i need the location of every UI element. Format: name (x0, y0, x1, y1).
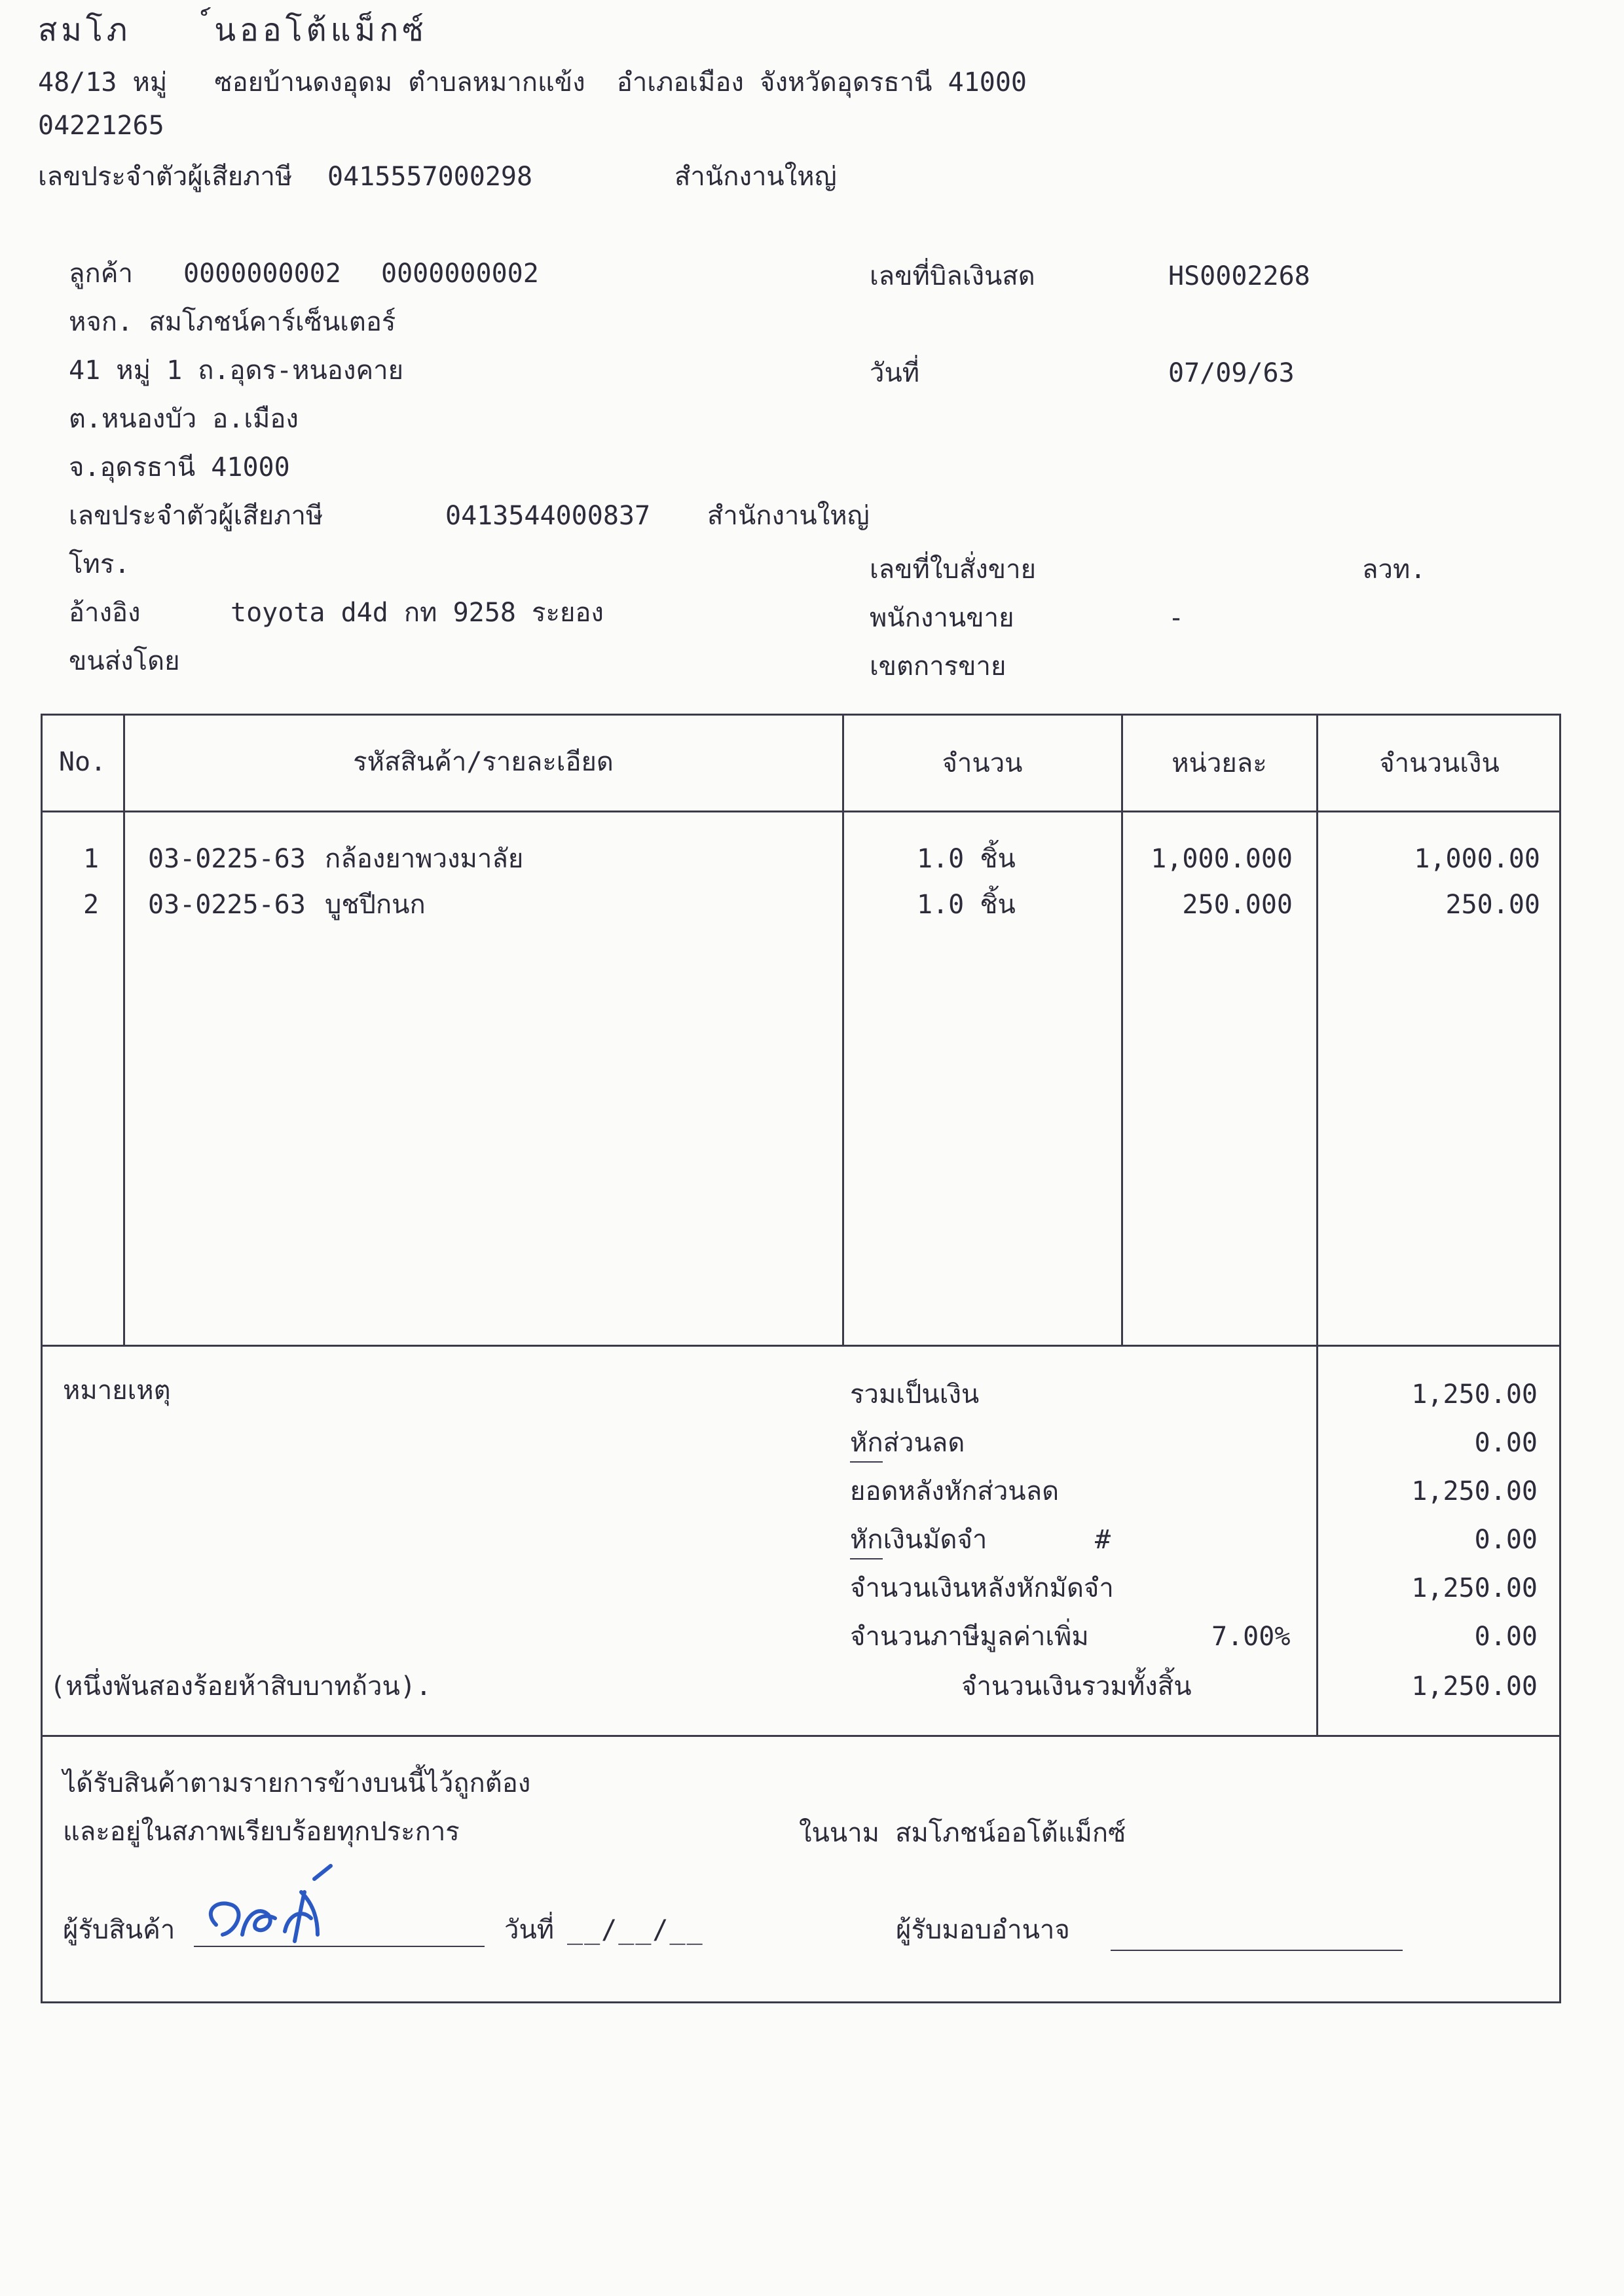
total-label-vat: จำนวนภาษีมูลค่าเพิ่ม (850, 1622, 1089, 1652)
company-tax-id: 0415557000298 (327, 162, 533, 192)
receiver-signature (196, 1853, 367, 1951)
customer-address-2: ต.หนองบัว อ.เมือง (69, 404, 299, 434)
receive-date-blank: __/__/__ (567, 1915, 704, 1945)
company-name: สมโภ ์นออโต้แม็กซ์ (38, 12, 428, 48)
customer-label: ลูกค้า (69, 259, 133, 289)
company-tax-label: เลขประจำตัวผู้เสียภาษี (38, 162, 293, 192)
discount-underline (850, 1461, 883, 1463)
receive-date-label: วันที่ (504, 1915, 555, 1945)
total-value-vat: 0.00 (1474, 1622, 1538, 1652)
row-2-qty: 1.0 ชิ้น (917, 890, 1016, 920)
authorized-signature-line (1111, 1950, 1403, 1951)
column-divider-desc (842, 714, 844, 1345)
total-label-after-discount: ยอดหลังหักส่วนลด (850, 1476, 1060, 1506)
authorized-label: ผู้รับมอบอำนาจ (896, 1915, 1070, 1945)
on-behalf-of: ในนาม สมโภชน์ออโต้แม็กซ์ (799, 1818, 1126, 1848)
column-divider-qty (1121, 714, 1123, 1345)
vat-rate: 7.00% (1211, 1622, 1291, 1652)
table-body-divider (41, 1345, 1561, 1347)
salesperson-value: - (1168, 603, 1185, 633)
total-label-subtotal: รวมเป็นเงิน (850, 1379, 980, 1410)
header-no: No. (58, 747, 107, 777)
total-value-subtotal: 1,250.00 (1411, 1379, 1538, 1410)
row-1-amount: 1,000.00 (1414, 844, 1540, 874)
company-branch: สำนักงานใหญ่ (674, 162, 837, 192)
total-value-after-deposit: 1,250.00 (1411, 1573, 1538, 1603)
total-value-after-discount: 1,250.00 (1411, 1476, 1538, 1506)
customer-name: หจก. สมโภชน์คาร์เซ็นเตอร์ (69, 307, 396, 337)
totals-divider (41, 1735, 1561, 1737)
row-2-amount: 250.00 (1445, 890, 1540, 920)
row-2-no: 2 (83, 890, 100, 920)
ship-by-label: ขนส่งโดย (69, 646, 180, 676)
remark-label: หมายเหตุ (63, 1376, 171, 1406)
header-unit-price: หน่วยละ (1172, 748, 1267, 778)
receipt-statement-1: ได้รับสินค้าตามรายการข้างบนนี้ไว้ถูกต้อง (63, 1768, 531, 1798)
header-description: รหัสสินค้า/รายละเอียด (353, 747, 614, 777)
total-label-discount: หักส่วนลด (850, 1428, 965, 1458)
grand-total-value: 1,250.00 (1411, 1671, 1538, 1702)
row-1-name: กล้องยาพวงมาลัย (325, 844, 524, 874)
company-phone: 04221265 (38, 111, 164, 141)
column-divider-no (123, 714, 125, 1345)
customer-tax-id: 0413544000837 (445, 501, 651, 531)
sales-order-value: ลวท. (1362, 555, 1426, 585)
reference-value: toyota d4d กท 9258 ระยอง (231, 598, 604, 628)
customer-branch: สำนักงานใหญ่ (707, 501, 870, 531)
row-2-code: 03-0225-63 (148, 890, 306, 920)
deposit-underline (850, 1558, 883, 1559)
total-value-discount: 0.00 (1474, 1428, 1538, 1458)
customer-code-1: 0000000002 (183, 259, 341, 289)
customer-address-3: จ.อุดรธานี 41000 (69, 452, 290, 483)
row-1-no: 1 (83, 844, 100, 874)
row-1-unit-price: 1,000.000 (1151, 844, 1293, 874)
sales-order-label: เลขที่ใบสั่งขาย (870, 555, 1037, 585)
customer-address-1: 41 หมู่ 1 ถ.อุดร-หนองคาย (69, 355, 404, 386)
customer-phone-label: โทร. (69, 549, 130, 579)
header-amount: จำนวนเงิน (1379, 748, 1500, 778)
total-value-deposit: 0.00 (1474, 1525, 1538, 1555)
bill-date-label: วันที่ (870, 358, 920, 388)
row-1-code: 03-0225-63 (148, 844, 306, 874)
row-1-qty: 1.0 ชิ้น (917, 844, 1016, 874)
receiver-label: ผู้รับสินค้า (63, 1915, 175, 1945)
row-2-unit-price: 250.000 (1182, 890, 1293, 920)
customer-code-2: 0000000002 (381, 259, 539, 289)
bill-number-label: เลขที่บิลเงินสด (870, 261, 1035, 291)
bill-date-value: 07/09/63 (1168, 358, 1295, 388)
reference-label: อ้างอิง (69, 598, 141, 628)
sales-area-label: เขตการขาย (870, 651, 1006, 682)
header-quantity: จำนวน (942, 748, 1023, 778)
receipt-statement-2: และอยู่ในสภาพเรียบร้อยทุกประการ (63, 1817, 460, 1847)
bill-number-value: HS0002268 (1168, 261, 1310, 291)
salesperson-label: พนักงานขาย (870, 603, 1014, 633)
amount-in-words: (หนึ่งพันสองร้อยห้าสิบบาทถ้วน). (50, 1671, 432, 1702)
table-header-divider (41, 811, 1561, 812)
deposit-mark: # (1095, 1525, 1111, 1555)
total-label-after-deposit: จำนวนเงินหลังหักมัดจำ (850, 1573, 1114, 1603)
grand-total-label: จำนวนเงินรวมทั้งสิ้น (961, 1671, 1192, 1702)
row-2-name: บูชปีกนก (325, 890, 426, 920)
company-address: 48/13 หมู่ ซอยบ้านดงอุดม ตำบลหมากแข้ง อำเภอเมือง จังหวัดอุดรธานี 41000 (38, 67, 1027, 98)
customer-tax-label: เลขประจำตัวผู้เสียภาษี (69, 501, 323, 531)
total-label-deposit: หักเงินมัดจำ (850, 1525, 987, 1555)
